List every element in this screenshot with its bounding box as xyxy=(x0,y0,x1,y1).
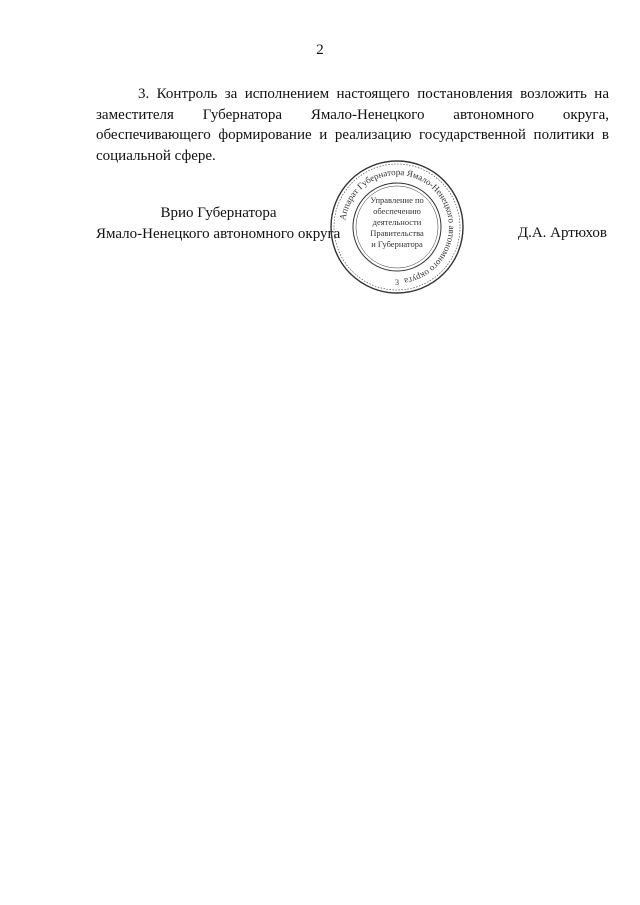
signer-title xyxy=(96,203,341,244)
signer-title-line2: Ямало-Ненецкого автономного округа xyxy=(96,225,341,242)
page-number: 2 xyxy=(316,42,324,58)
seal-center-line: Управление по xyxy=(370,195,424,205)
seal-number: 3 xyxy=(395,278,399,287)
seal-center-line: деятельности xyxy=(372,217,422,227)
signer-name: Д.А. Артюхов xyxy=(517,225,607,241)
seal-center-text xyxy=(357,195,437,250)
paragraph-3: 3. Контроль за исполнением настоящего постановления возложить на заместителя Губернатора Ямало-Ненецкого автономного округа, обеспечивающего формирование и реализацию государственной политики в социальной сфере. xyxy=(96,86,609,164)
seal-center-line: и Губернатора xyxy=(371,239,423,249)
seal-center-line: обеспечению xyxy=(373,206,421,216)
seal-ring-text: Аппарат Губернатора Ямало-Ненецкого автономного округа xyxy=(337,166,458,287)
signer-title-line1: Врио Губернатора xyxy=(160,205,277,221)
seal-center-line: Правительства xyxy=(370,228,424,238)
official-seal xyxy=(327,157,467,297)
